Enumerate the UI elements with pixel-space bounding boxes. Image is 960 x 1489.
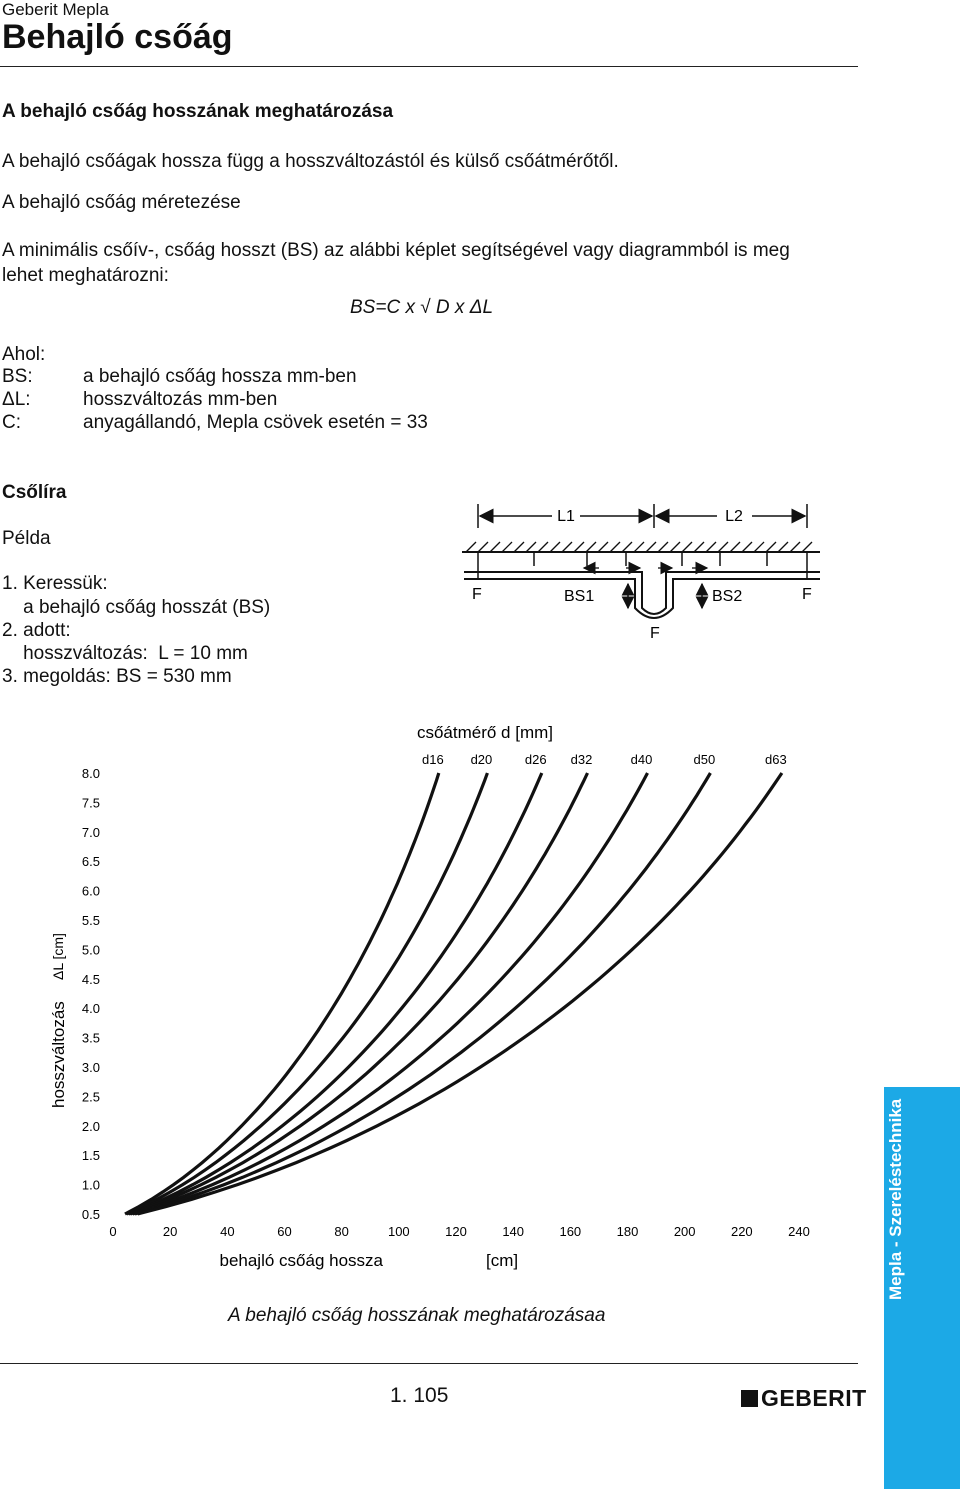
y-tick-label: 2.0 [81,1118,100,1134]
section-heading-2: A behajló csőág méretezése [2,192,241,213]
y-tick-label: 6.0 [81,883,100,899]
curve-d40 [133,773,648,1214]
curve-d26 [129,773,542,1214]
section-heading-1: A behajló csőág hosszának meghatározása [2,101,394,122]
legend-d26: d26 [524,752,547,767]
label-bs2: BS2 [712,588,743,605]
label-f-left: F [472,586,482,603]
page-number: 1. 105 [390,1384,449,1407]
x-tick-label: 220 [730,1224,753,1239]
legend-d16: d16 [421,752,444,767]
y-tick-label: 5.0 [81,942,100,958]
label-l1: L1 [557,508,575,525]
chart-xlabel: behajló csőág hossza [219,1251,383,1270]
example-line-5: 3. megoldás: BS = 530 mm [2,666,232,687]
side-band-label: Mepla - Szereléstechnika [886,1098,905,1300]
y-tick-label: 4.5 [81,971,100,987]
label-l2: L2 [725,508,743,525]
geberit-logo [741,1385,867,1412]
y-tick-label: 0.5 [81,1207,100,1222]
def-value-dl: hosszváltozás mm-ben [83,389,278,410]
x-tick-label: 60 [277,1224,292,1239]
y-tick-label: 5.5 [81,913,100,928]
page-title: Behajló csőág [2,18,233,56]
x-tick-label: 240 [788,1224,810,1239]
title-rule [0,66,858,67]
label-f-right: F [802,586,812,603]
y-tick-label: 2.5 [81,1089,100,1105]
x-tick-label: 200 [673,1224,696,1239]
x-tick-label: 180 [616,1224,639,1239]
x-tick-label: 140 [502,1224,525,1239]
y-tick-label: 7.0 [81,824,100,840]
section-text-2a: A minimális csőív-, csőág hosszt (BS) az alábbi képlet segítségével vagy diagrammból is meg [2,240,790,261]
def-key-dl: ΔL: [2,389,31,410]
chart-caption: A behajló csőág hosszának meghatározásaa [228,1305,606,1326]
y-tick-label: 4.0 [81,1001,100,1017]
legend-d50: d50 [693,752,716,767]
chart-yunit: ΔL [cm] [50,933,66,980]
formula: BS=C x √ D x ΔL [350,297,494,318]
definitions-intro: Ahol: [2,344,46,365]
x-tick-label: 80 [334,1224,349,1239]
pipe-loop-diagram [462,500,822,648]
label-bs1: BS1 [564,588,595,605]
y-tick-label: 3.0 [81,1060,100,1075]
section-text-1: A behajló csőágak hossza függ a hosszváltozástól és külső csőátmérőtől. [2,151,619,172]
x-tick-label: 160 [559,1224,582,1239]
label-f-bottom: F [650,625,660,642]
x-tick-label: 0 [109,1224,117,1239]
x-tick-label: 100 [387,1224,410,1239]
section-text-2b: lehet meghatározni: [2,265,169,286]
def-key-c: C: [2,412,21,433]
example-label: Példa [2,528,51,549]
y-tick-label: 1.5 [81,1148,100,1164]
example-line-4: hosszváltozás: L = 10 mm [2,643,248,664]
chart-xunit: [cm] [486,1251,519,1270]
x-tick-label: 20 [162,1224,178,1239]
y-tick-label: 6.5 [81,854,100,870]
y-tick-label: 7.5 [81,795,100,811]
legend-d20: d20 [470,752,493,767]
legend-d40: d40 [630,752,653,767]
curve-d16 [125,773,439,1214]
chart-title: csőátmérő d [mm] [416,723,554,742]
logo-square [741,1390,758,1407]
y-tick-label: 1.0 [81,1177,100,1193]
sizing-chart [0,700,880,1280]
x-tick-label: 40 [220,1224,235,1239]
legend-d63: d63 [764,752,787,767]
x-tick-label: 120 [445,1224,467,1239]
y-tick-label: 8.0 [81,766,100,781]
example-line-1: 1. Keressük: [2,573,108,594]
footer-rule [0,1363,858,1364]
chart-ylabel: hosszváltozás [49,1001,68,1108]
def-key-bs: BS: [2,366,33,387]
example-heading: Csőlíra [2,482,67,503]
logo-text: GEBERIT [761,1385,867,1411]
example-line-3: 2. adott: [2,620,71,641]
legend-d32: d32 [570,752,593,767]
curve-d32 [130,773,587,1214]
y-tick-label: 3.5 [81,1030,100,1046]
def-value-bs: a behajló csőág hossza mm-ben [83,366,357,387]
brand-name: Geberit Mepla [2,0,109,19]
example-line-2: a behajló csőág hosszát (BS) [2,597,271,618]
def-value-c: anyagállandó, Mepla csövek esetén = 33 [83,412,428,433]
